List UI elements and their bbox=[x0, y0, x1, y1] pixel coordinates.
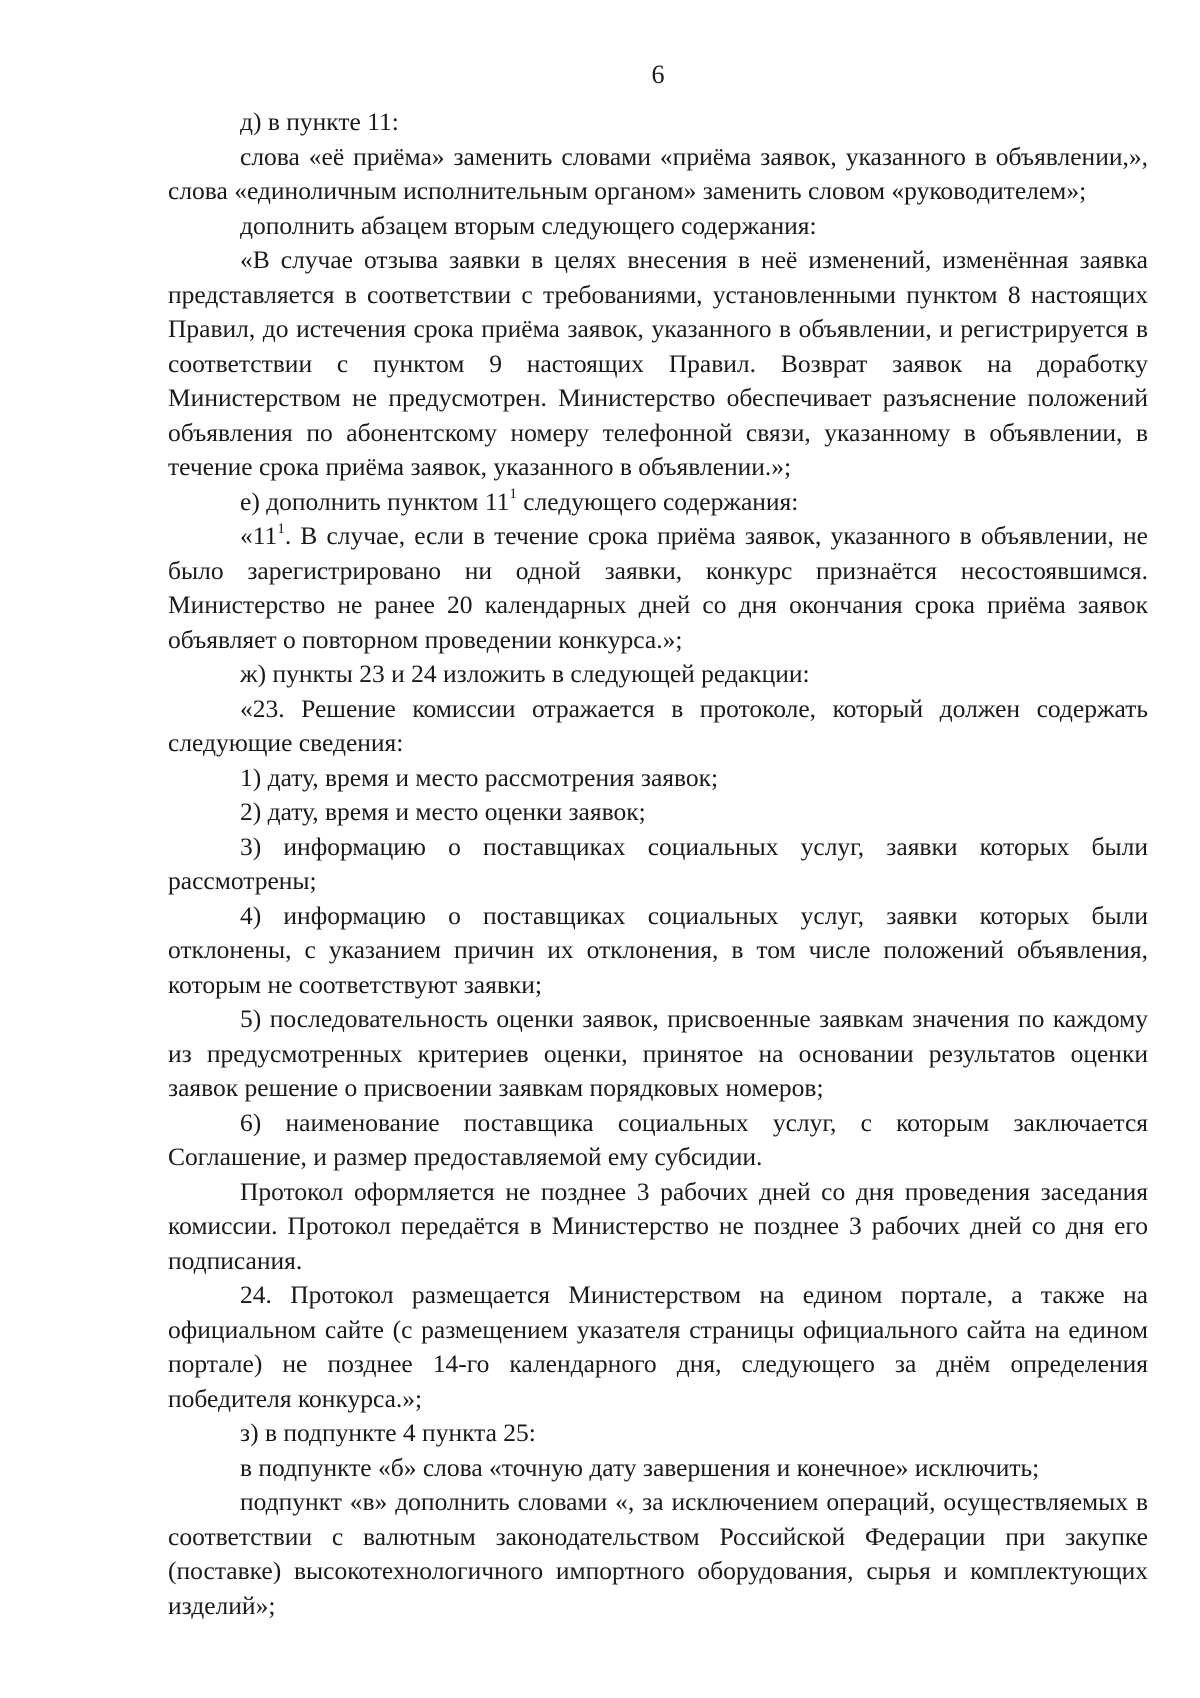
paragraph-add-second-abzac: дополнить абзацем вторым следующего содержания: bbox=[240, 210, 817, 240]
text-fragment: «11 bbox=[240, 521, 278, 550]
paragraph-item-zh: ж) пункты 23 и 24 изложить в следующей редакции: bbox=[240, 659, 810, 688]
paragraph-quoted-11-1 bbox=[168, 519, 1148, 657]
text-fragment: . В случае, если в течение срока приёма заявок, указанного в объявлении, не было зарегистрировано ни одной заявки, конкурс признаётся несостоявшимся. Министерство не ранее 20 календарных дней со дня окончания срока приёма заявок объявляет о повторном проведении конкурса.»; bbox=[168, 521, 1148, 654]
paragraph-point-24: 24. Протокол размещается Министерством на едином портале, а также на официальном сайте (с размещением указателя страницы официального сайта на едином портале) не позднее 14-го календарного дня, следующего за днём определения победителя конкурса.»; bbox=[168, 1280, 1148, 1413]
text-fragment: е) дополнить пунктом 11 bbox=[240, 486, 510, 516]
list-item-6: 6) наименование поставщика социальных услуг, с которым заключается Соглашение, и размер предоставляемой ему субсидии. bbox=[168, 1107, 1148, 1171]
paragraph-protocol: Протокол оформляется не позднее 3 рабочих дней со дня проведения заседания комиссии. Протокол передаётся в Министерство не позднее 3 рабочих дней со дня его подписания. bbox=[168, 1176, 1148, 1275]
paragraph-subitem-v: подпункт «в» дополнить словами «, за исключением операций, осуществляемых в соответствии с валютным законодательством Российской Федерации при закупке (поставке) высокотехнологичного импортного оборудования, сырья и комплектующих изделий»; bbox=[168, 1487, 1148, 1620]
paragraph-point-23: «23. Решение комиссии отражается в протоколе, который должен содержать следующие сведения: bbox=[168, 693, 1148, 757]
list-item-3: 3) информацию о поставщиках социальных услуг, заявки которых были рассмотрены; bbox=[168, 831, 1148, 895]
text-fragment: следующего содержания: bbox=[516, 486, 799, 516]
paragraph-item-d: д) в пункте 11: bbox=[240, 107, 399, 136]
superscript: 1 bbox=[509, 486, 517, 502]
paragraph-quoted-withdrawal: «В случае отзыва заявки в целях внесения в неё изменений, изменённая заявка представляется в соответствии с требованиями, установленными пунктом 8 настоящих Правил, до истечения срока приёма заявок, указанного в объявлении, и регистрируется в соответствии с пунктом 9 настоящих Правил. Возврат заявок на доработку Министерством не предусмотрен. Министерство обеспечивает разъяснение положений объявления по абонентскому номеру телефонной связи, указанному в объявлении, в течение срока приёма заявок, указанного в объявлении.»; bbox=[168, 245, 1148, 481]
paragraph-item-e bbox=[168, 485, 1148, 520]
list-item-4: 4) информацию о поставщиках социальных услуг, заявки которых были отклонены, с указанием причин их отклонения, в том числе положений объявления, которым не соответствуют заявки; bbox=[168, 900, 1148, 999]
superscript: 1 bbox=[277, 520, 285, 537]
list-item-1: 1) дату, время и место рассмотрения заявок; bbox=[240, 762, 719, 792]
paragraph-item-z: з) в подпункте 4 пункта 25: bbox=[240, 1418, 536, 1447]
paragraph-replace-words: слова «её приёма» заменить словами «приёма заявок, указанного в объявлении,», слова «единоличным исполнительным органом» заменить словом «руководителем»; bbox=[168, 141, 1148, 205]
list-item-5: 5) последовательность оценки заявок, присвоенные заявкам значения по каждому из предусмотренных критериев оценки, принятое на основании результатов оценки заявок решение о присвоении заявкам порядковых номеров; bbox=[168, 1004, 1148, 1102]
document-body bbox=[168, 105, 1148, 1623]
list-item-2: 2) дату, время и место оценки заявок; bbox=[240, 797, 646, 826]
page-number: 6 bbox=[651, 60, 665, 89]
paragraph-subitem-b: в подпункте «б» слова «точную дату завершения и конечное» исключить; bbox=[240, 1452, 1040, 1482]
